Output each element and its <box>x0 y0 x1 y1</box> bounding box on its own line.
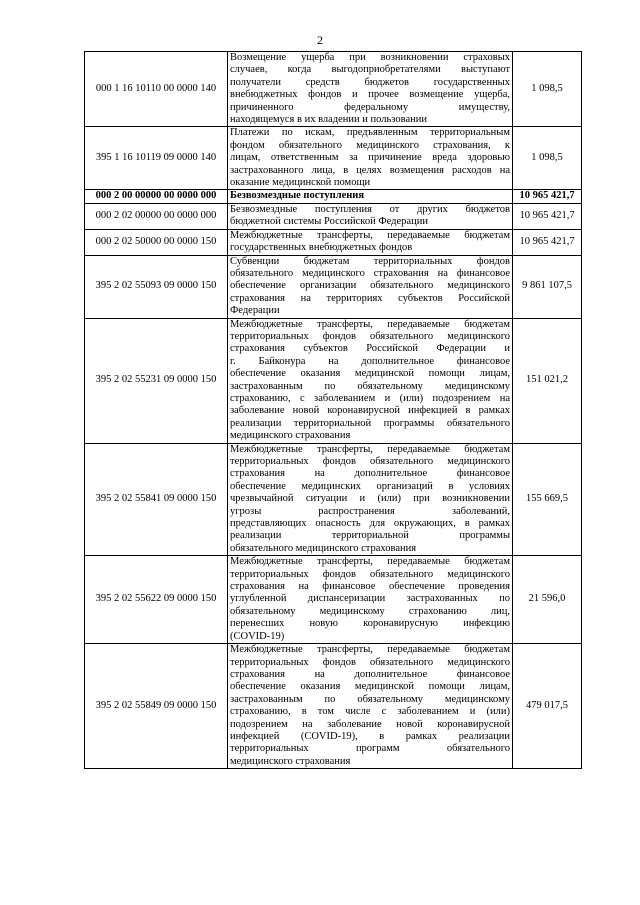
description-line: территориальных фондов обязательного медицинского <box>230 456 510 467</box>
budget-classification-code: 000 2 00 00000 00 0000 000 <box>85 190 228 203</box>
description-line: страхования на финансовое обеспечение проведения <box>230 581 510 593</box>
table-row <box>85 255 582 318</box>
description-line: реализации территориальной программы обязательного <box>230 417 510 429</box>
amount-value: 10 965 421,7 <box>513 229 582 255</box>
budget-classification-code: 395 2 02 55093 09 0000 150 <box>85 255 228 318</box>
revenue-description <box>228 556 513 644</box>
amount-value: 479 017,5 <box>513 644 582 769</box>
description-line: г. Байконура на дополнительное финансовое <box>230 355 510 367</box>
revenue-description <box>228 229 513 255</box>
budget-revenue-table <box>84 51 582 769</box>
description-line: Безвозмездные поступления <box>230 190 365 202</box>
revenue-description <box>228 318 513 443</box>
description-line: подозрением на заболевание новой коронавирусной <box>230 718 510 730</box>
amount-value: 155 669,5 <box>513 443 582 556</box>
amount-value: 151 021,2 <box>513 318 582 443</box>
revenue-description <box>228 190 513 203</box>
description-line: внебюджетных фондов и прочее возмещение ущерба, <box>230 89 510 101</box>
budget-classification-code: 395 1 16 10119 09 0000 140 <box>85 127 228 190</box>
description-line: страхования субъектов Российской Федерации и <box>230 343 510 355</box>
description-line: застрахованным по обязательному медицинскому <box>230 693 510 705</box>
description-line: территориальных фондов обязательного медицинского <box>230 656 510 668</box>
description-line: оказание медицинской помощи <box>230 177 371 189</box>
description-line: обязательного медицинского страхования на финансовое <box>230 267 510 279</box>
description-line: заболевание новой коронавирусной инфекцией в рамках <box>230 405 510 417</box>
description-line: Межбюджетные трансферты, передаваемые бюджетам <box>230 229 510 241</box>
budget-classification-code: 000 2 02 00000 00 0000 000 <box>85 203 228 229</box>
description-line: (COVID-19) <box>230 630 285 642</box>
description-line: страхования на дополнительное финансовое <box>230 468 510 480</box>
table-row <box>85 229 582 255</box>
revenue-description <box>228 203 513 229</box>
description-line: территориальных программ обязательного <box>230 743 510 755</box>
table-row <box>85 644 582 769</box>
description-line: Федерации <box>230 305 280 317</box>
table-row <box>85 318 582 443</box>
description-line: углубленной диспансеризации застрахованных по <box>230 593 510 605</box>
revenue-description <box>228 255 513 318</box>
description-line: обеспечение оказания медицинской помощи лицам, <box>230 368 510 380</box>
description-line: медицинского страхования <box>230 755 351 767</box>
description-line: реализации территориальной программы <box>230 530 510 542</box>
revenue-description <box>228 52 513 127</box>
description-line: обеспечение оказания медицинской помощи лицам, <box>230 681 510 693</box>
description-line: бюджетной системы Российской Федерации <box>230 216 428 228</box>
description-line: обязательного медицинского страхования <box>230 542 417 554</box>
description-line: находящемуся в их владении и пользовании <box>230 114 427 126</box>
amount-value: 10 965 421,7 <box>513 203 582 229</box>
table-row <box>85 190 582 203</box>
page-number: 2 <box>317 33 323 47</box>
amount-value: 10 965 421,7 <box>513 190 582 203</box>
description-line: Межбюджетные трансферты, передаваемые бюджетам <box>230 556 510 568</box>
description-line: обязательному медицинскому страхованию лиц, <box>230 605 510 617</box>
revenue-description <box>228 127 513 190</box>
budget-classification-code: 395 2 02 55841 09 0000 150 <box>85 443 228 556</box>
description-line: инфекцией (COVID-19), в рамках реализации <box>230 730 510 742</box>
description-line: случаев, когда выгодоприобретателями выступают <box>230 64 510 76</box>
budget-classification-code: 395 2 02 55231 09 0000 150 <box>85 318 228 443</box>
table-row <box>85 203 582 229</box>
description-line: обеспечение медицинских организаций в условиях <box>230 480 510 492</box>
description-line: Межбюджетные трансферты, передаваемые бюджетам <box>230 443 510 455</box>
table-row <box>85 556 582 644</box>
description-line: Безвозмездные поступления от других бюджетов <box>230 203 510 215</box>
description-line: Возмещение ущерба при возникновении страховых <box>230 52 510 63</box>
description-line: государственных внебюджетных фондов <box>230 242 413 254</box>
description-line: территориальных фондов обязательного медицинского <box>230 568 510 580</box>
description-line: фондом обязательного медицинского страхования, к <box>230 139 510 151</box>
revenue-description <box>228 644 513 769</box>
amount-value: 1 098,5 <box>513 52 582 127</box>
budget-classification-code: 000 1 16 10110 00 0000 140 <box>85 52 228 127</box>
description-line: угрозы распространения заболеваний, <box>230 505 510 517</box>
budget-classification-code: 395 2 02 55622 09 0000 150 <box>85 556 228 644</box>
description-line: медицинского страхования <box>230 430 351 442</box>
table-body <box>85 52 582 769</box>
description-line: застрахованного лица, в целях возмещения расходов на <box>230 164 510 176</box>
amount-value: 21 596,0 <box>513 556 582 644</box>
description-line: страхованию, в том числе с заболеванием и (или) <box>230 706 510 718</box>
description-line: перенесших новую коронавирусную инфекцию <box>230 618 510 630</box>
description-line: застрахованным по обязательному медицинскому <box>230 380 510 392</box>
description-line: Межбюджетные трансферты, передаваемые бюджетам <box>230 644 510 656</box>
budget-classification-code: 395 2 02 55849 09 0000 150 <box>85 644 228 769</box>
description-line: представляющих опасность для окружающих, в рамках <box>230 518 510 530</box>
description-line: территориальных фондов обязательного медицинского <box>230 330 510 342</box>
amount-value: 1 098,5 <box>513 127 582 190</box>
budget-classification-code: 000 2 02 50000 00 0000 150 <box>85 229 228 255</box>
description-line: получатели средств бюджетов государственных <box>230 76 510 88</box>
description-line: страхования на территориях субъектов Российской <box>230 292 510 304</box>
amount-value: 9 861 107,5 <box>513 255 582 318</box>
description-line: страхования на дополнительное финансовое <box>230 668 510 680</box>
description-line: страхованию, с заболеванием и (или) подозрением на <box>230 392 510 404</box>
table-row <box>85 443 582 556</box>
table-row <box>85 52 582 127</box>
table-row <box>85 127 582 190</box>
revenue-description <box>228 443 513 556</box>
description-line: Платежи по искам, предъявленным территориальным <box>230 127 510 139</box>
description-line: причиненного федеральному имуществу, <box>230 101 510 113</box>
description-line: Субвенции бюджетам территориальных фондов <box>230 255 510 267</box>
description-line: лицам, ответственным за причинение вреда здоровью <box>230 152 510 164</box>
description-line: Межбюджетные трансферты, передаваемые бюджетам <box>230 318 510 330</box>
description-line: чрезвычайной ситуации и (или) при возникновении <box>230 493 510 505</box>
description-line: обеспечение организации обязательного медицинского <box>230 280 510 292</box>
